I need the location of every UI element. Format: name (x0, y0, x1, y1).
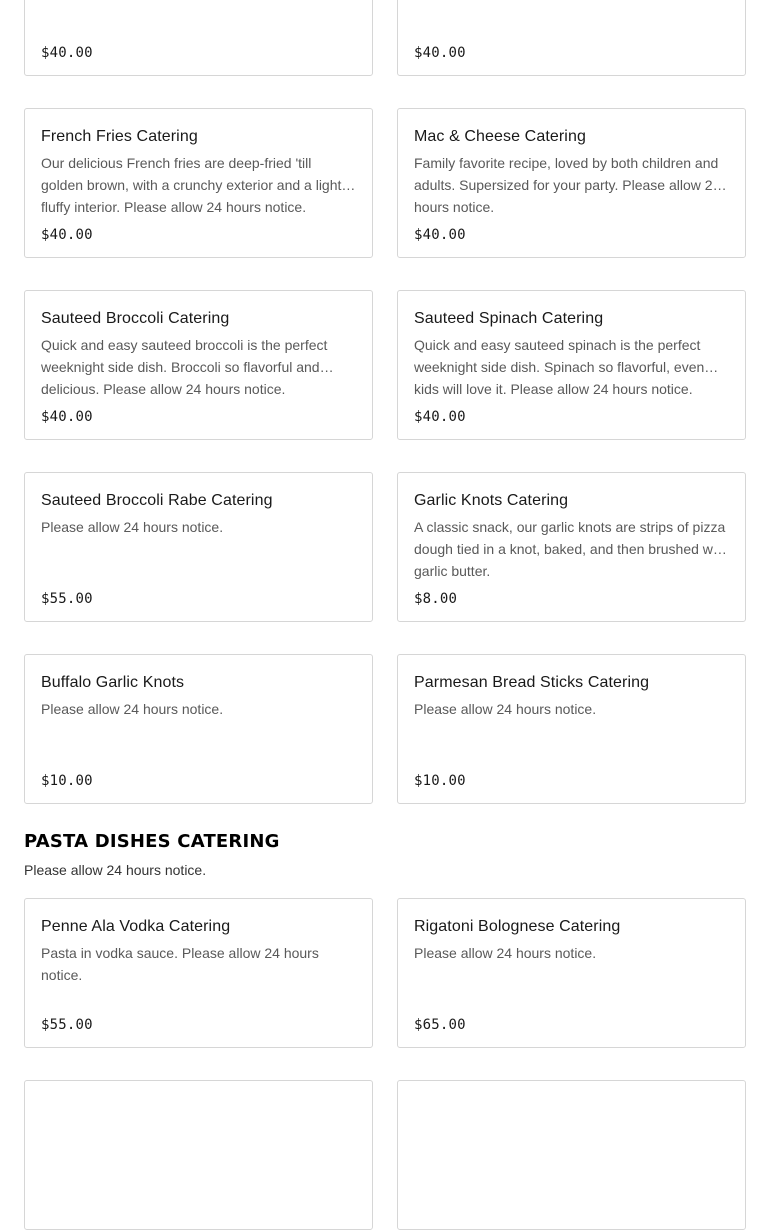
menu-item-card[interactable] (397, 472, 746, 622)
menu-item-card[interactable] (24, 290, 373, 440)
menu-item-description: Please allow 24 hours notice. (414, 945, 597, 961)
menu-item-title: Sauteed Spinach Catering (414, 310, 604, 327)
menu-item-price: $65.00 (414, 1017, 466, 1033)
menu-item-description: Please allow 24 hours notice. (414, 701, 597, 717)
menu-item-price: $8.00 (414, 591, 458, 607)
menu-item-card[interactable] (397, 0, 746, 76)
menu-item-title: Penne Ala Vodka Catering (41, 918, 231, 935)
menu-item-card[interactable] (397, 1080, 746, 1230)
menu-item-card[interactable] (24, 1080, 373, 1230)
pasta-grid (24, 898, 746, 1230)
menu-item-card[interactable] (24, 472, 373, 622)
menu-item-description: Quick and easy sauteed spinach is the perfect weeknight side dish. Spinach so flavorful, even kids will love it. Please allow 24 hours notice. (414, 337, 705, 397)
section-title: PASTA DISHES CATERING (24, 831, 280, 852)
menu-page (24, 0, 746, 1230)
menu-item-price: $40.00 (41, 409, 93, 425)
menu-item-price: $40.00 (414, 45, 466, 61)
menu-item-card[interactable] (397, 654, 746, 804)
menu-item-title: Sauteed Broccoli Rabe Catering (41, 492, 273, 509)
menu-item-title: Parmesan Bread Sticks Catering (414, 674, 650, 691)
menu-item-price: $55.00 (41, 591, 93, 607)
menu-item-price: $40.00 (41, 45, 93, 61)
menu-item-description: Quick and easy sauteed broccoli is the perfect weeknight side dish. Broccoli so flavorful and delicious. Please allow 24 hours notice. (41, 337, 328, 397)
menu-item-description: A classic snack, our garlic knots are strips of pizza dough tied in a knot, baked, and then brushed with garlic butter. (414, 519, 728, 579)
menu-item-card[interactable] (24, 654, 373, 804)
menu-item-title: French Fries Catering (41, 128, 198, 145)
menu-item-description: Please allow 24 hours notice. (41, 519, 224, 535)
menu-item-title: Garlic Knots Catering (414, 492, 569, 509)
menu-item-title: Rigatoni Bolognese Catering (414, 918, 621, 935)
menu-item-title: Buffalo Garlic Knots (41, 674, 185, 691)
menu-item-card[interactable] (24, 0, 373, 76)
menu-item-description: Family favorite recipe, loved by both children and adults. Supersized for your party. Please allow 24 hours notice. (414, 155, 721, 215)
menu-item-price: $10.00 (41, 773, 93, 789)
menu-item-description: Please allow 24 hours notice. (41, 701, 224, 717)
section-description: Please allow 24 hours notice. (24, 862, 207, 878)
menu-item-price: $10.00 (414, 773, 466, 789)
menu-item-price: $40.00 (41, 227, 93, 243)
menu-item-title: Sauteed Broccoli Catering (41, 310, 230, 327)
menu-item-card[interactable] (24, 108, 373, 258)
menu-item-card[interactable] (397, 898, 746, 1048)
pasta-section-header (24, 830, 746, 880)
menu-item-card[interactable] (397, 290, 746, 440)
menu-item-description: Pasta in vodka sauce. Please allow 24 hours notice. (41, 945, 319, 983)
menu-item-description: Our delicious French fries are deep-fried 'till golden brown, with a crunchy exterior and a light fluffy interior. Please allow 24 hours notice. (41, 155, 342, 215)
menu-item-title: Mac & Cheese Catering (414, 128, 586, 145)
menu-item-card[interactable] (397, 108, 746, 258)
menu-item-price: $40.00 (414, 227, 466, 243)
menu-item-price: $55.00 (41, 1017, 93, 1033)
sides-grid (24, 0, 746, 804)
menu-item-card[interactable] (24, 898, 373, 1048)
menu-item-price: $40.00 (414, 409, 466, 425)
